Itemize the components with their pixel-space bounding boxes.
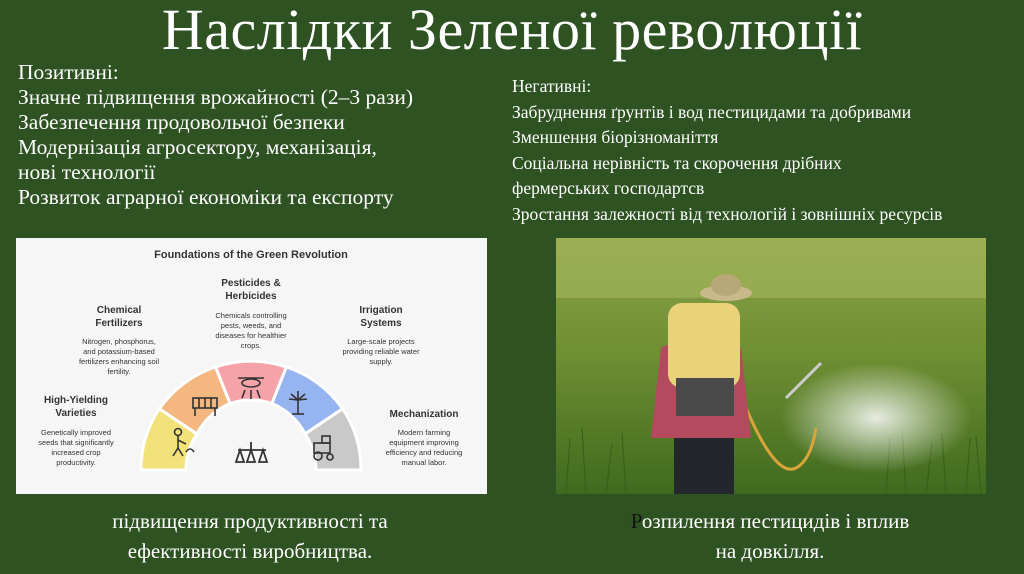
segment-desc: supply. [369,357,393,366]
negative-heading: Негативні: [512,76,592,96]
segment-desc: Genetically improved [40,428,112,437]
positive-item: нові технології [18,160,156,184]
caption-photo [570,506,970,566]
positive-item: Розвиток аграрної економіки та експорту [18,185,394,209]
segment-desc: Chemicals controlling [215,311,287,320]
caption-line [570,506,970,536]
negative-item: фермерських господартсв [512,178,705,198]
segment-title: Systems [360,318,402,329]
positive-item: Забезпечення продовольчої безпеки [18,110,345,134]
segment-desc: and potassium-based [83,347,155,356]
page-title: Наслідки Зеленої революції [161,0,863,62]
segment-desc: fertilizers enhancing soil [78,357,160,366]
farmer-spraying-pesticide-photo [556,238,986,494]
caption-infographic [60,506,440,566]
segment-desc: Nitrogen, phosphorus, [82,337,156,346]
photo-illustration [556,238,986,494]
negative-item: Забруднення ґрунтів і вод пестицидами та добривами [512,101,912,122]
segment-desc: productivity. [56,458,96,467]
label-mechanization [386,409,463,467]
segment-desc: manual labor. [401,458,447,467]
segment-desc: Large-scale projects [347,337,415,346]
caption-first-letter: Р [630,509,642,533]
segment-title: High-Yielding [43,395,109,406]
positive-effects-list [18,60,498,210]
segment-desc: equipment improving [389,438,459,447]
infographic-title: Foundations of the Green Revolution [154,249,348,261]
label-chemical-fertilizers [79,305,159,376]
positive-heading: Позитивні: [18,60,119,84]
segment-desc: fertility. [107,367,131,376]
negative-item: Соціальна нерівність та скорочення дрібних [512,152,842,173]
caption-line: ефективності виробництва. [127,539,373,563]
segment-title: Herbicides [225,291,277,302]
negative-item: Зростання залежності від технологій і зовнішніх ресурсів [512,203,943,224]
caption-rest: озпилення пестицидів і вплив [641,509,910,533]
segment-title: Fertilizers [95,318,143,329]
segment-desc: seeds that significantly [38,438,114,447]
negative-effects-list [512,74,1022,227]
infographic-svg [16,238,487,494]
label-pesticides-herbicides [215,278,287,350]
segment-title: Pesticides & [221,278,281,289]
segment-title: Irrigation [359,305,403,316]
segment-desc: pests, weeds, and [220,321,282,330]
segment-desc: crops. [240,341,262,350]
segment-desc: efficiency and reducing [385,448,463,457]
label-high-yielding-varieties [38,395,114,467]
segment-desc: providing reliable water [342,347,420,356]
positive-item: Модернізація агросектору, механізація, [18,135,377,159]
segment-desc: diseases for healthier [215,331,287,340]
caption-line: підвищення продуктивності та [112,509,388,533]
segment-desc: Modern farming [397,428,451,437]
negative-item: Зменшення біорізноманіття [512,127,719,147]
positive-item: Значне підвищення врожайності (2–3 рази) [18,85,413,109]
green-revolution-infographic [16,238,487,494]
segment-title: Chemical [96,305,142,316]
caption-line: на довкілля. [715,539,825,563]
segment-title: Mechanization [389,409,459,420]
segment-title: Varieties [55,408,97,419]
label-irrigation-systems [342,305,420,366]
segment-desc: increased crop [51,448,101,457]
